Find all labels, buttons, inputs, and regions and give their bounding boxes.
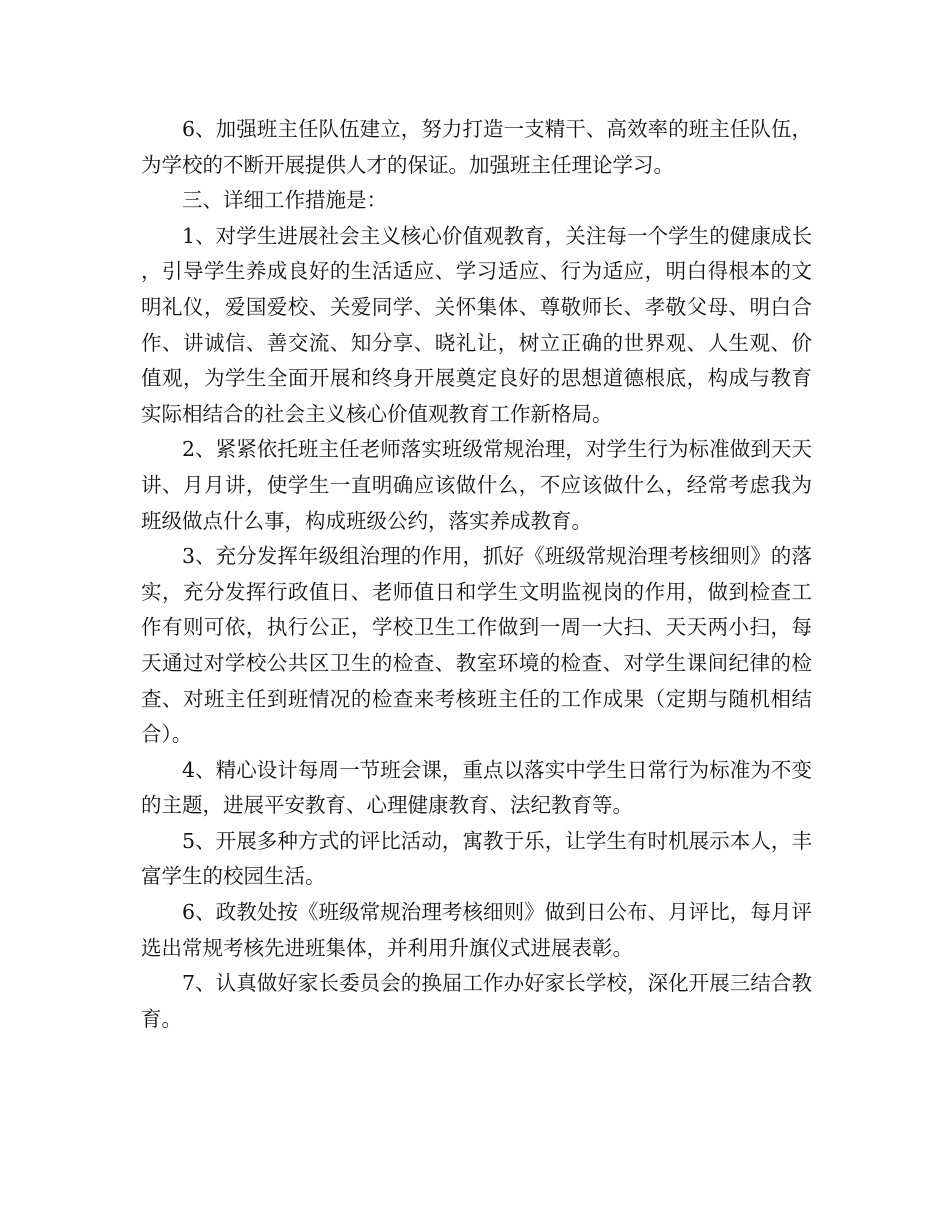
section-heading-measures: 三、详细工作措施是： [182, 188, 387, 213]
paragraph-measure-4: 4、精心设计每周一节班会课，重点以落实中学生日常行为标准为不变的主题，进展平安教育、心理健康教育、法纪教育等。 [141, 757, 812, 818]
document-body [141, 112, 812, 1037]
paragraph-measure-7: 7、认真做好家长委员会的换届工作办好家长学校，深化开展三结合教育。 [141, 971, 812, 1031]
paragraph-measure-2: 2、紧紧依托班主任老师落实班级常规治理，对学生行为标准做到天天讲、月月讲，使学生一直明确应该做什么，不应该做什么，经常考虑我为班级做点什么事，构成班级公约，落实养成教育。 [141, 437, 812, 533]
paragraph-item-6-team-building: 6、加强班主任队伍建立，努力打造一支精干、高效率的班主任队伍，为学校的不断开展提供人才的保证。加强班主任理论学习。 [141, 117, 812, 177]
paragraph-measure-1: 1、对学生进展社会主义核心价值观教育，关注每一个学生的健康成长，引导学生养成良好的生活适应、学习适应、行为适应，明白得根本的文明礼仪，爱国爱校、关爱同学、关怀集体、尊敬师长、孝敬父母、明白合作、讲诚信、善交流、知分享、晓礼让，树立正确的世界观、人生观、价值观，为学生全面开展和终身开展奠定良好的思想道德根底，构成与教育实际相结合的社会主义核心价值观教育工作新格局。 [141, 223, 812, 426]
paragraph-measure-6: 6、政教处按《班级常规治理考核细则》做到日公布、月评比，每月评选出常规考核先进班集体，并利用升旗仪式进展表彰。 [141, 900, 812, 960]
paragraph-measure-3: 3、充分发挥年级组治理的作用，抓好《班级常规治理考核细则》的落实，充分发挥行政值日、老师值日和学生文明监视岗的作用，做到检查工作有则可依，执行公正，学校卫生工作做到一周一大扫、天天两小扫，每天通过对学校公共区卫生的检查、教室环境的检查、对学生课间纪律的检查、对班主任到班情况的检查来考核班主任的工作成果（定期与随机相结合）。 [141, 544, 812, 747]
paragraph-measure-5: 5、开展多种方式的评比活动，寓教于乐，让学生有时机展示本人，丰富学生的校园生活。 [141, 828, 812, 889]
